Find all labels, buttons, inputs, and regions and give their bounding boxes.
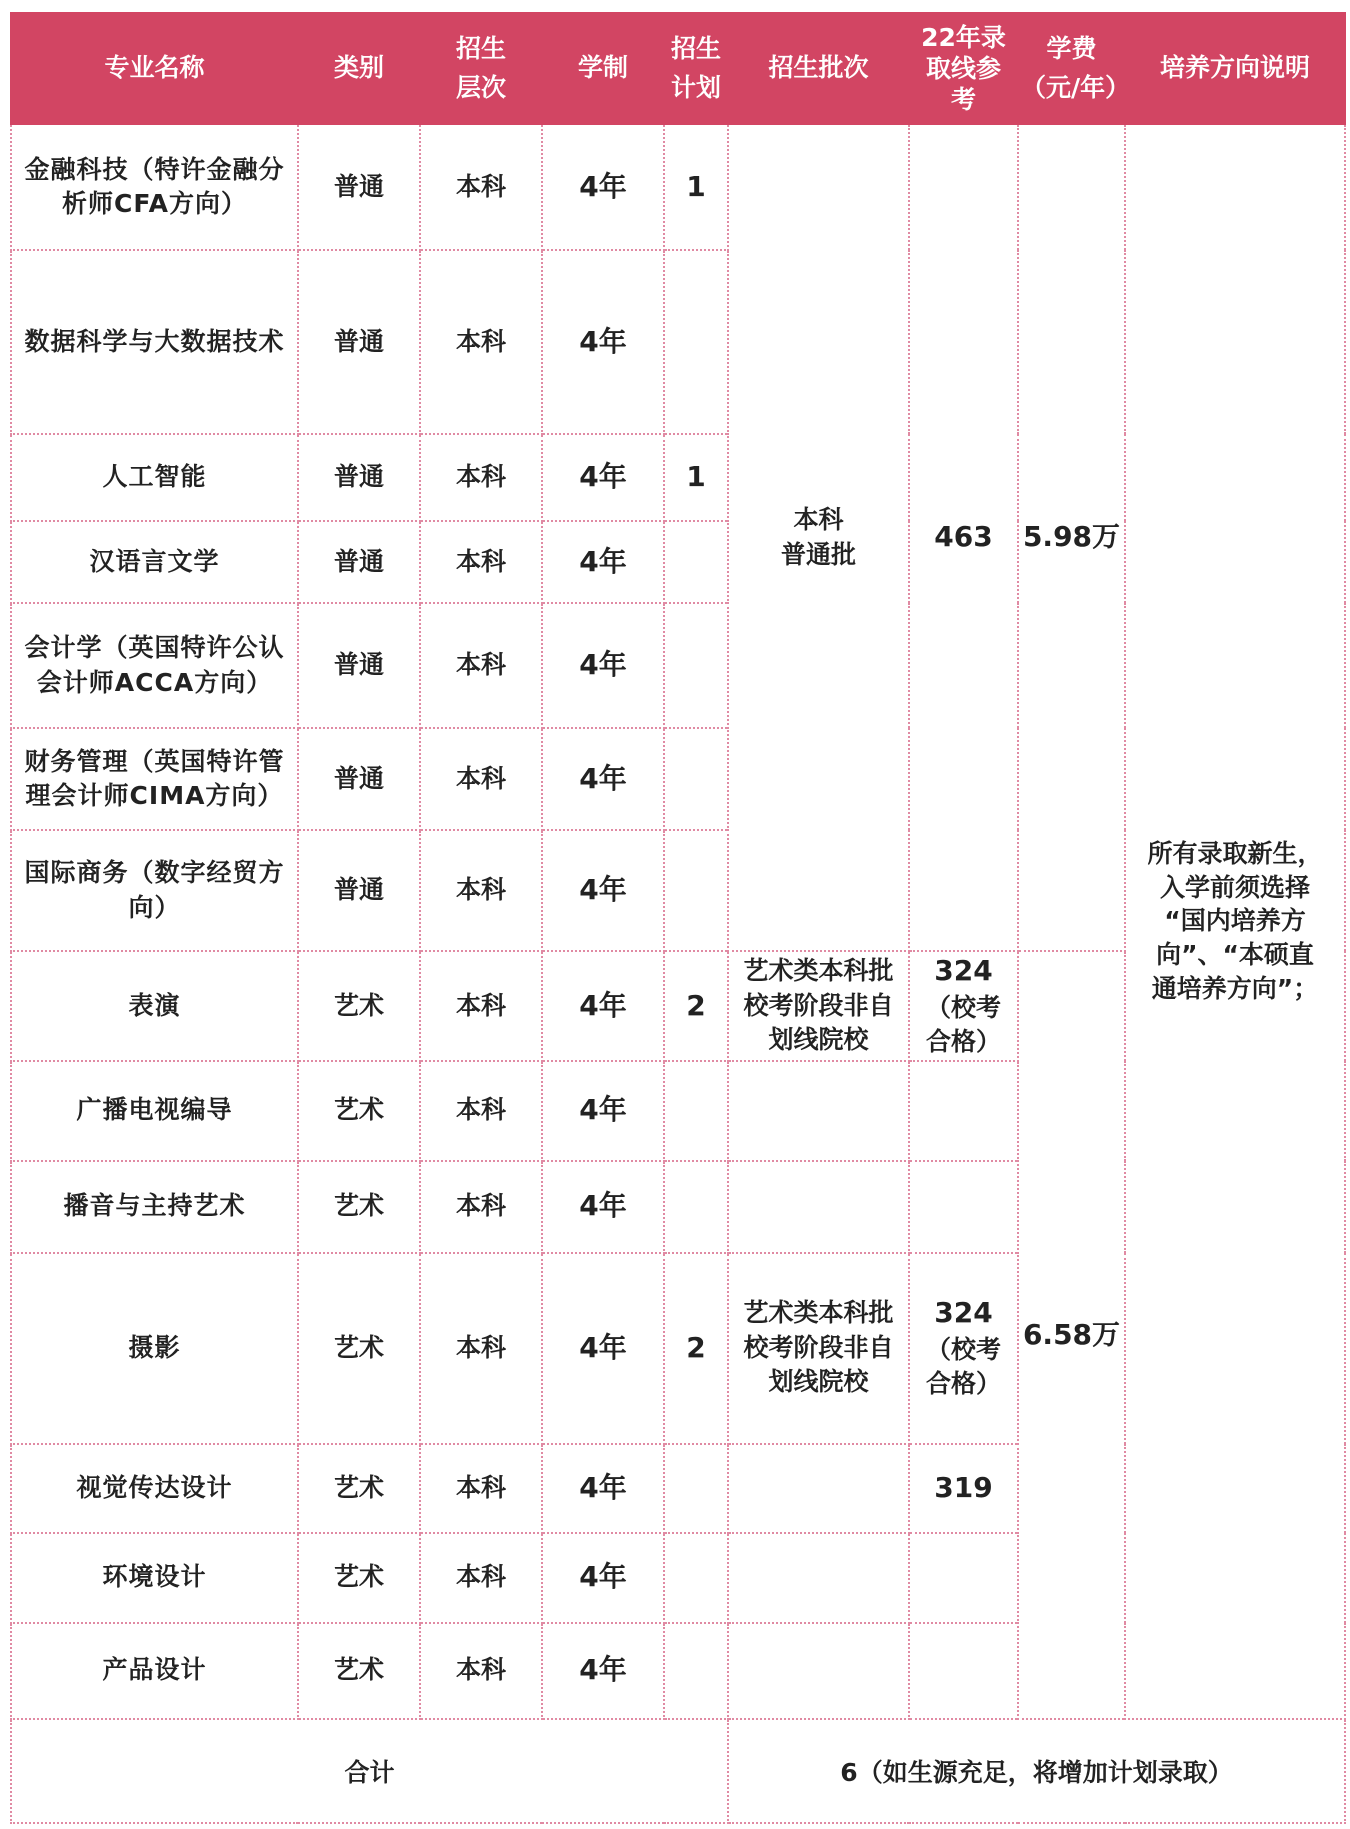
level-cell: 本科 (420, 951, 542, 1061)
duration-cell: 4年 (542, 951, 664, 1061)
level-cell: 本科 (420, 1061, 542, 1161)
category-cell: 艺术 (298, 951, 420, 1061)
batch-art-line3: 划线院校 (768, 1367, 869, 1397)
plan-cell (664, 728, 728, 830)
duration-cell: 4年 (542, 1161, 664, 1253)
batch-art-line1: 艺术类本科批 (743, 956, 894, 986)
header-score-line2: 取线参 (925, 53, 1001, 83)
category-cell: 艺术 (298, 1533, 420, 1623)
admissions-plan-table (10, 12, 1346, 1824)
score-art-line1: 324 (934, 1296, 993, 1330)
level-cell: 本科 (420, 124, 542, 250)
plan-cell (664, 1623, 728, 1719)
header-category: 类别 (298, 13, 420, 124)
plan-cell (664, 1061, 728, 1161)
header-plan-line1: 招生 (670, 33, 721, 63)
header-score (909, 13, 1018, 124)
major-name-line2: 会计师ACCA方向） (36, 667, 273, 697)
header-fee-line2: （元/年） (1021, 72, 1131, 102)
category-cell: 普通 (298, 728, 420, 830)
batch-empty-cell (728, 1623, 909, 1719)
plan-cell (664, 603, 728, 728)
note-line4: 向”、“本硕直 (1156, 940, 1314, 970)
category-cell: 普通 (298, 124, 420, 250)
plan-cell (664, 1161, 728, 1253)
score-art-cell (909, 951, 1018, 1061)
major-name: 数据科学与大数据技术 (11, 250, 298, 434)
header-level-line2: 层次 (455, 72, 506, 102)
level-cell: 本科 (420, 1623, 542, 1719)
level-cell: 本科 (420, 830, 542, 951)
plan-cell: 1 (664, 124, 728, 250)
note-line3: “国内培养方 (1164, 906, 1306, 936)
category-cell: 普通 (298, 830, 420, 951)
batch-art-line3: 划线院校 (768, 1025, 869, 1055)
category-cell: 普通 (298, 521, 420, 603)
level-cell: 本科 (420, 1444, 542, 1533)
score-art-line3: 合格） (925, 1369, 1001, 1399)
major-name-line1: 金融科技（特许金融分 (24, 154, 285, 184)
level-cell: 本科 (420, 250, 542, 434)
major-name: 视觉传达设计 (11, 1444, 298, 1533)
major-name (11, 830, 298, 951)
level-cell: 本科 (420, 603, 542, 728)
score-regular-cell: 463 (909, 124, 1018, 951)
total-value: 6（如生源充足，将增加计划录取） (728, 1719, 1345, 1823)
plan-cell (664, 521, 728, 603)
batch-regular-cell (728, 124, 909, 951)
header-plan-line2: 计划 (670, 72, 721, 102)
total-label: 合计 (11, 1719, 728, 1823)
major-name-line2: 析师CFA方向） (62, 189, 247, 218)
major-name (11, 603, 298, 728)
header-direction: 培养方向说明 (1125, 13, 1345, 124)
duration-cell: 4年 (542, 1444, 664, 1533)
level-cell: 本科 (420, 1253, 542, 1444)
category-cell: 普通 (298, 250, 420, 434)
score-art-line2: （校考 (925, 1334, 1001, 1364)
major-name: 汉语言文学 (11, 521, 298, 603)
major-name: 广播电视编导 (11, 1061, 298, 1161)
batch-empty-cell (728, 1533, 909, 1623)
category-cell: 普通 (298, 434, 420, 521)
major-name (11, 728, 298, 830)
level-cell: 本科 (420, 434, 542, 521)
duration-cell: 4年 (542, 603, 664, 728)
plan-cell (664, 250, 728, 434)
header-batch: 招生批次 (728, 13, 909, 124)
note-line1: 所有录取新生， (1147, 838, 1323, 868)
plan-cell: 2 (664, 1253, 728, 1444)
duration-cell: 4年 (542, 728, 664, 830)
plan-cell: 1 (664, 434, 728, 521)
header-major: 专业名称 (11, 13, 298, 124)
header-plan (664, 13, 728, 124)
batch-regular-line2: 普通批 (780, 539, 856, 569)
duration-cell: 4年 (542, 124, 664, 250)
duration-cell: 4年 (542, 1533, 664, 1623)
batch-empty-cell (728, 1161, 909, 1253)
major-name-line2: 向） (128, 892, 181, 922)
header-level (420, 13, 542, 124)
header-row (11, 13, 1345, 124)
fee-art-cell: 6.58万 (1018, 951, 1125, 1719)
score-empty-cell (909, 1533, 1018, 1623)
duration-cell: 4年 (542, 830, 664, 951)
major-name: 产品设计 (11, 1623, 298, 1719)
major-name (11, 124, 298, 250)
note-line5: 通培养方向”； (1151, 973, 1319, 1003)
header-fee (1018, 13, 1131, 124)
category-cell: 艺术 (298, 1161, 420, 1253)
batch-art-line2: 校考阶段非自 (743, 990, 894, 1020)
major-name: 摄影 (11, 1253, 298, 1444)
batch-empty-cell (728, 1444, 909, 1533)
category-cell: 艺术 (298, 1444, 420, 1533)
plan-cell: 2 (664, 951, 728, 1061)
batch-art-line1: 艺术类本科批 (743, 1298, 894, 1328)
score-art-line2: （校考 (925, 992, 1001, 1022)
table-row (11, 124, 1345, 250)
direction-note-cell (1125, 124, 1345, 1719)
category-cell: 艺术 (298, 1061, 420, 1161)
major-name-line2: 理会计师CIMA方向） (25, 781, 284, 810)
batch-art-cell (728, 1253, 909, 1444)
plan-cell (664, 830, 728, 951)
plan-cell (664, 1444, 728, 1533)
major-name-line1: 国际商务（数字经贸方 (24, 858, 285, 887)
duration-cell: 4年 (542, 250, 664, 434)
header-fee-line1: 学费 (1046, 33, 1097, 63)
major-name: 表演 (11, 951, 298, 1061)
batch-empty-cell (728, 1061, 909, 1161)
duration-cell: 4年 (542, 434, 664, 521)
category-cell: 艺术 (298, 1623, 420, 1719)
score-empty-cell (909, 1061, 1018, 1161)
header-score-line3: 考 (950, 85, 976, 115)
note-line2: 入学前须选择 (1159, 872, 1310, 902)
header-score-line1: 22年录 (921, 22, 1006, 52)
category-cell: 艺术 (298, 1253, 420, 1444)
major-name: 播音与主持艺术 (11, 1161, 298, 1253)
duration-cell: 4年 (542, 1253, 664, 1444)
duration-cell: 4年 (542, 1061, 664, 1161)
major-name: 人工智能 (11, 434, 298, 521)
major-name-line1: 会计学（英国特许公认 (24, 633, 285, 662)
score-art-cell (909, 1253, 1018, 1444)
batch-art-cell (728, 951, 909, 1061)
category-cell: 普通 (298, 603, 420, 728)
level-cell: 本科 (420, 521, 542, 603)
fee-regular-cell: 5.98万 (1018, 124, 1125, 951)
major-name: 环境设计 (11, 1533, 298, 1623)
score-empty-cell (909, 1623, 1018, 1719)
level-cell: 本科 (420, 1533, 542, 1623)
duration-cell: 4年 (542, 521, 664, 603)
score-visual-cell: 319 (909, 1444, 1018, 1533)
batch-art-line2: 校考阶段非自 (743, 1332, 894, 1362)
batch-regular-line1: 本科 (793, 505, 844, 534)
total-row (11, 1719, 1345, 1823)
score-art-line1: 324 (934, 954, 993, 987)
score-empty-cell (909, 1161, 1018, 1253)
header-duration: 学制 (542, 13, 664, 124)
major-name-line1: 财务管理（英国特许管 (24, 746, 285, 776)
header-level-line1: 招生 (455, 33, 506, 63)
level-cell: 本科 (420, 1161, 542, 1253)
score-art-line3: 合格） (925, 1027, 1001, 1057)
level-cell: 本科 (420, 728, 542, 830)
duration-cell: 4年 (542, 1623, 664, 1719)
plan-cell (664, 1533, 728, 1623)
